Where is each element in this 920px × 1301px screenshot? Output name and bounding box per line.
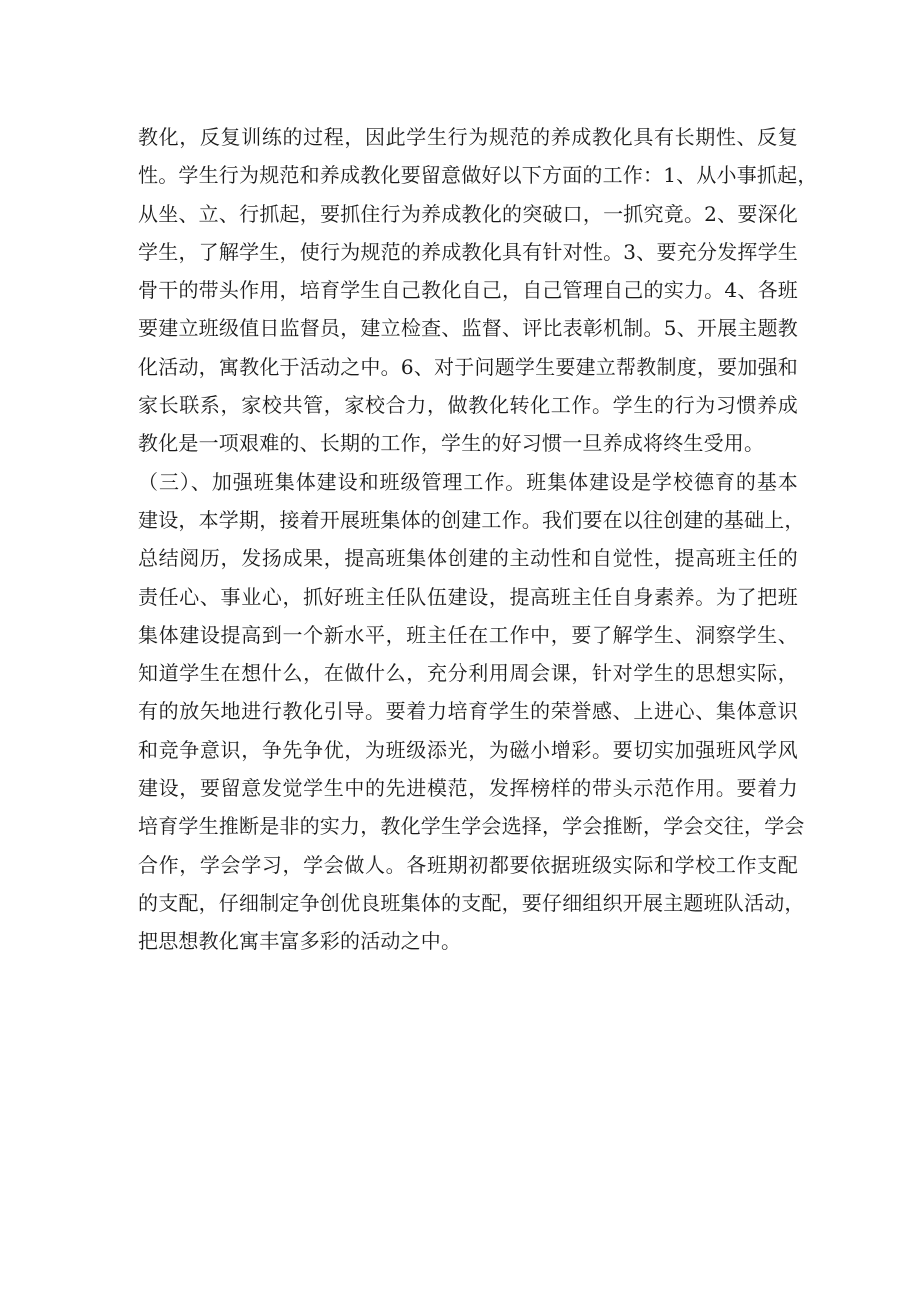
text-line: 把思想教化寓丰富多彩的活动之中。 (138, 929, 462, 954)
text-line: 建设，本学期，接着开展班集体的创建工作。我们要在以往创建的基础上， (138, 507, 805, 532)
text-line: 的支配，仔细制定争创优良班集体的支配，要仔细组织开展主题班队活动， (138, 890, 805, 915)
section-heading-line: （三）、加强班集体建设和班级管理工作。班集体建设是学校德育的基本 (138, 469, 798, 494)
text-line: 有的放矢地进行教化引导。要着力培育学生的荣誉感、上进心、集体意识 (138, 699, 798, 724)
text-line: 总结阅历，发扬成果，提高班集体创建的主动性和自觉性，提高班主任的 (138, 546, 798, 571)
text-line: 知道学生在想什么，在做什么，充分利用周会课，针对学生的思想实际， (138, 661, 798, 686)
text-line: 集体建设提高到一个新水平，班主任在工作中，要了解学生、洞察学生、 (138, 622, 798, 647)
text-line: 学生，了解学生，使行为规范的养成教化具有针对性。3、要充分发挥学生 (138, 239, 798, 264)
text-line: 和竞争意识，争先争优，为班级添光，为磁小增彩。要切实加强班风学风 (138, 737, 798, 762)
text-line: 培育学生推断是非的实力，教化学生学会选择，学会推断，学会交往，学会 (138, 814, 805, 839)
text-line: 合作，学会学习，学会做人。各班期初都要依据班级实际和学校工作支配 (138, 852, 798, 877)
text-line: 家长联系，家校共管，家校合力，做教化转化工作。学生的行为习惯养成 (138, 393, 798, 418)
text-line: 要建立班级值日监督员，建立检查、监督、评比表彰机制。5、开展主题教 (138, 316, 798, 341)
body-text (138, 118, 818, 961)
text-line: 从坐、立、行抓起，要抓住行为养成教化的突破口，一抓究竟。2、要深化 (138, 201, 798, 226)
text-line: 建设，要留意发觉学生中的先进模范，发挥榜样的带头示范作用。要着力 (138, 776, 798, 801)
text-line: 骨干的带头作用，培育学生自己教化自己，自己管理自己的实力。4、各班 (138, 278, 798, 303)
text-line: 责任心、事业心，抓好班主任队伍建设，提高班主任自身素养。为了把班 (138, 584, 798, 609)
text-line: 化活动，寓教化于活动之中。6、对于问题学生要建立帮教制度，要加强和 (138, 354, 798, 379)
text-line: 教化是一项艰难的、长期的工作，学生的好习惯一旦养成将终生受用。 (138, 431, 765, 456)
text-line: 教化，反复训练的过程，因此学生行为规范的养成教化具有长期性、反复 (138, 125, 798, 149)
text-line: 性。学生行为规范和养成教化要留意做好以下方面的工作：1、从小事抓起， (138, 163, 818, 188)
